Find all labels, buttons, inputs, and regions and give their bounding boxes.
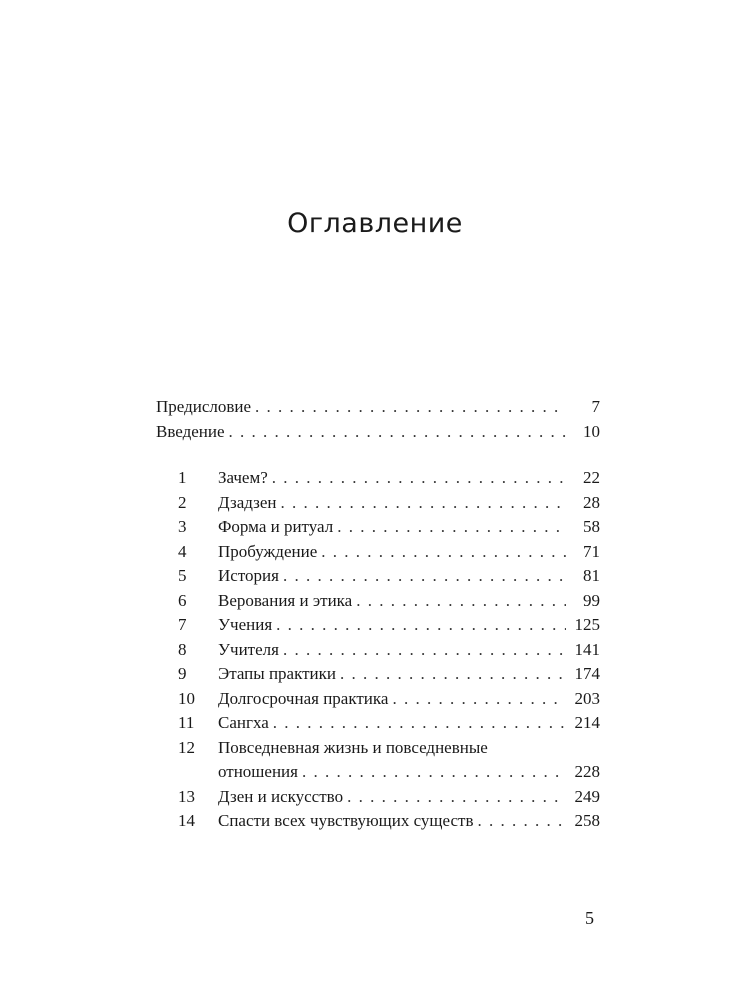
toc-page: 249 (566, 785, 600, 810)
chapter-number: 13 (178, 786, 195, 806)
chapter-number: 1 (178, 468, 187, 487)
chapter-number: 7 (178, 615, 187, 634)
toc-page: 125 (566, 613, 600, 638)
toc-page: 141 (566, 638, 600, 663)
leader-dots (356, 589, 566, 614)
toc-entry-chapter-first-line (156, 736, 600, 761)
toc-page: 58 (566, 515, 600, 540)
toc-entry-chapter (156, 613, 600, 638)
toc-page: 228 (566, 760, 600, 785)
toc-page: 22 (566, 466, 600, 491)
toc-page: 10 (566, 420, 600, 445)
toc-entry-chapter (156, 711, 600, 736)
toc-page: 81 (566, 564, 600, 589)
leader-dots (477, 809, 566, 834)
chapter-number: 10 (178, 688, 195, 708)
toc-entry-chapter (156, 540, 600, 565)
toc-label: отношения (218, 760, 302, 785)
leader-dots (302, 760, 566, 785)
toc-label: Учителя (218, 638, 283, 663)
leader-dots (347, 785, 566, 810)
leader-dots (392, 687, 566, 712)
toc-label: Верования и этика (218, 589, 356, 614)
chapter-number: 4 (178, 541, 187, 561)
chapter-number: 9 (178, 664, 187, 683)
toc-page: 258 (566, 809, 600, 834)
toc-label: Учения (218, 613, 276, 638)
leader-dots (255, 395, 566, 420)
toc-entry-chapter (156, 466, 600, 491)
toc-label: Сангха (218, 711, 273, 736)
toc-label: Спасти всех чувствующих существ (218, 809, 477, 834)
toc-label: Форма и ритуал (218, 515, 337, 540)
leader-dots (321, 540, 566, 565)
page-title: Оглавление (287, 208, 463, 239)
toc-page: 7 (566, 395, 600, 420)
chapter-number: 3 (178, 517, 187, 536)
leader-dots (273, 711, 566, 736)
toc-entry-chapter (156, 589, 600, 614)
toc-entry-chapter (156, 809, 600, 834)
toc-entry-chapter (156, 515, 600, 540)
toc-entry-preface (156, 395, 600, 420)
toc-label: Повседневная жизнь и повседневные (218, 736, 492, 761)
toc-entry-chapter (156, 687, 600, 712)
toc-label: Дзен и искусство (218, 785, 347, 810)
leader-dots (281, 491, 567, 516)
chapter-number: 6 (178, 590, 187, 610)
leader-dots (283, 638, 566, 663)
toc-label: Долгосрочная практика (218, 687, 392, 712)
toc-label: Введение (156, 420, 229, 445)
leader-dots (229, 420, 566, 445)
toc-label: Этапы практики (218, 662, 340, 687)
page-number: 5 (585, 908, 594, 928)
leader-dots (283, 564, 566, 589)
leader-dots (276, 613, 566, 638)
toc-page: 214 (566, 711, 600, 736)
toc-label: Предисловие (156, 395, 255, 420)
table-of-contents (156, 395, 600, 834)
chapter-number: 12 (178, 737, 195, 757)
chapter-number: 5 (178, 566, 187, 585)
toc-page: 99 (566, 589, 600, 614)
chapter-number: 2 (178, 492, 187, 512)
toc-label: Зачем? (218, 466, 272, 491)
toc-page: 174 (566, 662, 600, 687)
toc-label: История (218, 564, 283, 589)
toc-page: 203 (566, 687, 600, 712)
toc-entry-chapter-second-line (156, 760, 600, 785)
leader-dots (340, 662, 566, 687)
toc-label: Пробуждение (218, 540, 321, 565)
toc-entry-chapter (156, 638, 600, 663)
toc-label: Дзадзен (218, 491, 281, 516)
leader-dots (272, 466, 566, 491)
toc-page: 71 (566, 540, 600, 565)
toc-entry-chapter (156, 662, 600, 687)
toc-entry-introduction (156, 420, 600, 445)
toc-entry-chapter (156, 564, 600, 589)
chapter-number: 14 (178, 811, 195, 830)
toc-page: 28 (566, 491, 600, 516)
leader-dots (337, 515, 566, 540)
chapter-number: 11 (178, 713, 195, 732)
toc-entry-chapter (156, 785, 600, 810)
chapter-number: 8 (178, 639, 187, 659)
toc-entry-chapter (156, 491, 600, 516)
